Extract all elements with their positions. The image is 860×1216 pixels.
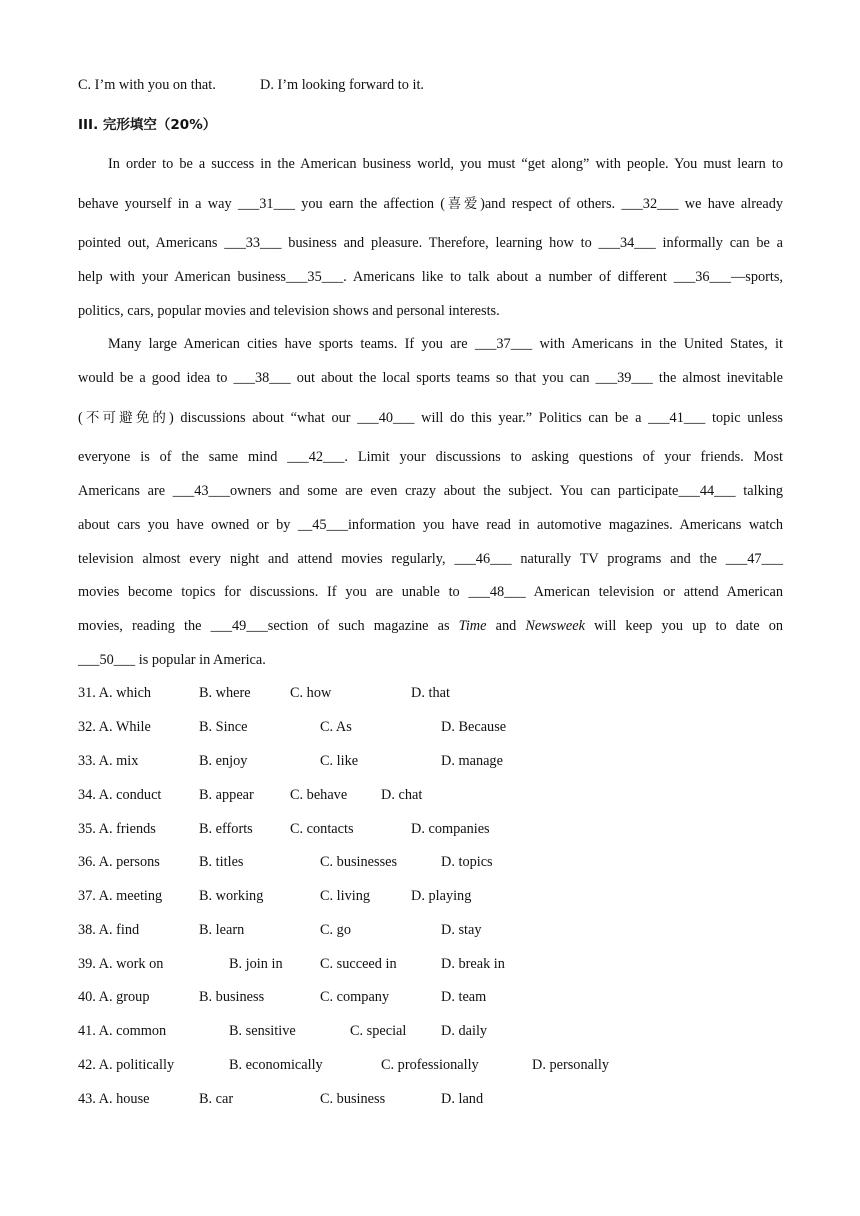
passage-line: everyone is of the same mind ___42___. Limit your discussions to asking questions of your friends. Most bbox=[78, 449, 783, 465]
option-d: D. personally bbox=[532, 1057, 610, 1073]
option-c: C. go bbox=[320, 922, 351, 938]
passage-line: In order to be a success in the American business world, you must “get along” with people. You must learn to bbox=[108, 156, 783, 172]
question-row bbox=[78, 785, 783, 805]
option-c: C. contacts bbox=[290, 821, 354, 837]
option-a: 41. A. common bbox=[78, 1023, 167, 1039]
option-b: B. efforts bbox=[199, 821, 253, 837]
option-c: C. businesses bbox=[320, 854, 398, 870]
option-a: 37. A. meeting bbox=[78, 888, 163, 904]
question-row bbox=[78, 1055, 783, 1075]
question-row bbox=[78, 886, 783, 906]
option-a: 31. A. which bbox=[78, 685, 152, 701]
option-b: B. appear bbox=[199, 787, 254, 803]
passage-line: would be a good idea to ___38___ out about the local sports teams so that you can ___39___ the almost inevitable bbox=[78, 370, 783, 386]
option-a: 32. A. While bbox=[78, 719, 151, 735]
option-a: 43. A. house bbox=[78, 1091, 150, 1107]
option-c: C. special bbox=[350, 1023, 407, 1039]
passage-line: Many large American cities have sports teams. If you are ___37___ with Americans in the United States, it bbox=[108, 336, 783, 352]
question-row bbox=[78, 954, 783, 974]
option-a: 35. A. friends bbox=[78, 821, 156, 837]
option-c: C. living bbox=[320, 888, 371, 904]
section-heading: III. 完形填空（20%） bbox=[78, 117, 217, 133]
option-a: 42. A. politically bbox=[78, 1057, 175, 1073]
question-row bbox=[78, 1021, 783, 1041]
option-d: D. that bbox=[411, 685, 450, 701]
option-c: C. As bbox=[320, 719, 352, 735]
option-b: B. car bbox=[199, 1091, 234, 1107]
passage-line: pointed out, Americans ___33___ business and pleasure. Therefore, learning how to ___34___ informally can be a bbox=[78, 235, 783, 251]
question-row bbox=[78, 920, 783, 940]
option-c: C. business bbox=[320, 1091, 386, 1107]
passage-line: (不可避免的) discussions about “what our ___40___ will do this year.” Politics can be a ___41___ topic unless bbox=[78, 410, 784, 426]
option-d: D. team bbox=[441, 989, 487, 1005]
passage-line: ___50___ is popular in America. bbox=[78, 652, 266, 668]
option-d: D. break in bbox=[441, 956, 505, 972]
option-b: B. learn bbox=[199, 922, 245, 938]
option-b: B. where bbox=[199, 685, 251, 701]
option-d: D. chat bbox=[381, 787, 423, 803]
option-a: 33. A. mix bbox=[78, 753, 139, 769]
passage-line: Americans are ___43___owners and some are even crazy about the subject. You can participate___44___ talking bbox=[78, 483, 783, 499]
question-row bbox=[78, 819, 783, 839]
option-d: D. manage bbox=[441, 753, 503, 769]
option-a: 39. A. work on bbox=[78, 956, 164, 972]
option-a: 38. A. find bbox=[78, 922, 140, 938]
passage-line: television almost every night and attend movies regularly, ___46___ naturally TV programs and the ___47___ bbox=[78, 551, 783, 567]
option-b: B. working bbox=[199, 888, 264, 904]
option-b: B. enjoy bbox=[199, 753, 248, 769]
option-b: B. economically bbox=[229, 1057, 323, 1073]
option-a: 40. A. group bbox=[78, 989, 150, 1005]
option-c: C. professionally bbox=[381, 1057, 479, 1073]
option-d: D. playing bbox=[411, 888, 472, 904]
option-d: D. Because bbox=[441, 719, 507, 735]
option-c: C. company bbox=[320, 989, 390, 1005]
option-c: C. like bbox=[320, 753, 359, 769]
question-row bbox=[78, 852, 783, 872]
passage-line: movies, reading the ___49___section of such magazine as Time and Newsweek will keep you up to date on bbox=[78, 618, 783, 634]
option-d: D. land bbox=[441, 1091, 484, 1107]
question-row bbox=[78, 1089, 783, 1109]
option-b: B. sensitive bbox=[229, 1023, 296, 1039]
question-row bbox=[78, 683, 783, 703]
option-c: C. how bbox=[290, 685, 332, 701]
option-c: C. I’m with you on that. bbox=[78, 77, 216, 93]
option-a: 36. A. persons bbox=[78, 854, 160, 870]
option-d: D. companies bbox=[411, 821, 490, 837]
question-row bbox=[78, 717, 783, 737]
option-b: B. titles bbox=[199, 854, 244, 870]
option-b: B. business bbox=[199, 989, 265, 1005]
option-d: D. topics bbox=[441, 854, 493, 870]
option-d: D. stay bbox=[441, 922, 482, 938]
passage-line: movies become topics for discussions. If you are unable to ___48___ American television or attend American bbox=[78, 584, 783, 600]
option-a: 34. A. conduct bbox=[78, 787, 162, 803]
option-b: B. join in bbox=[229, 956, 283, 972]
option-c: C. succeed in bbox=[320, 956, 397, 972]
passage-line: about cars you have owned or by __45___information you have read in automotive magazines. Americans watch bbox=[78, 517, 783, 533]
passage-line: politics, cars, popular movies and television shows and personal interests. bbox=[78, 303, 500, 319]
option-d: D. I’m looking forward to it. bbox=[260, 77, 424, 93]
passage-line: behave yourself in a way ___31___ you earn the affection (喜爱)and respect of others. ___32___ we have already bbox=[78, 196, 784, 212]
question-row bbox=[78, 751, 783, 771]
question-row bbox=[78, 987, 783, 1007]
option-b: B. Since bbox=[199, 719, 248, 735]
previous-question-options bbox=[78, 75, 783, 95]
option-d: D. daily bbox=[441, 1023, 488, 1039]
passage-line: help with your American business___35___. Americans like to talk about a number of different ___36___—sports, bbox=[78, 269, 783, 285]
option-c: C. behave bbox=[290, 787, 348, 803]
